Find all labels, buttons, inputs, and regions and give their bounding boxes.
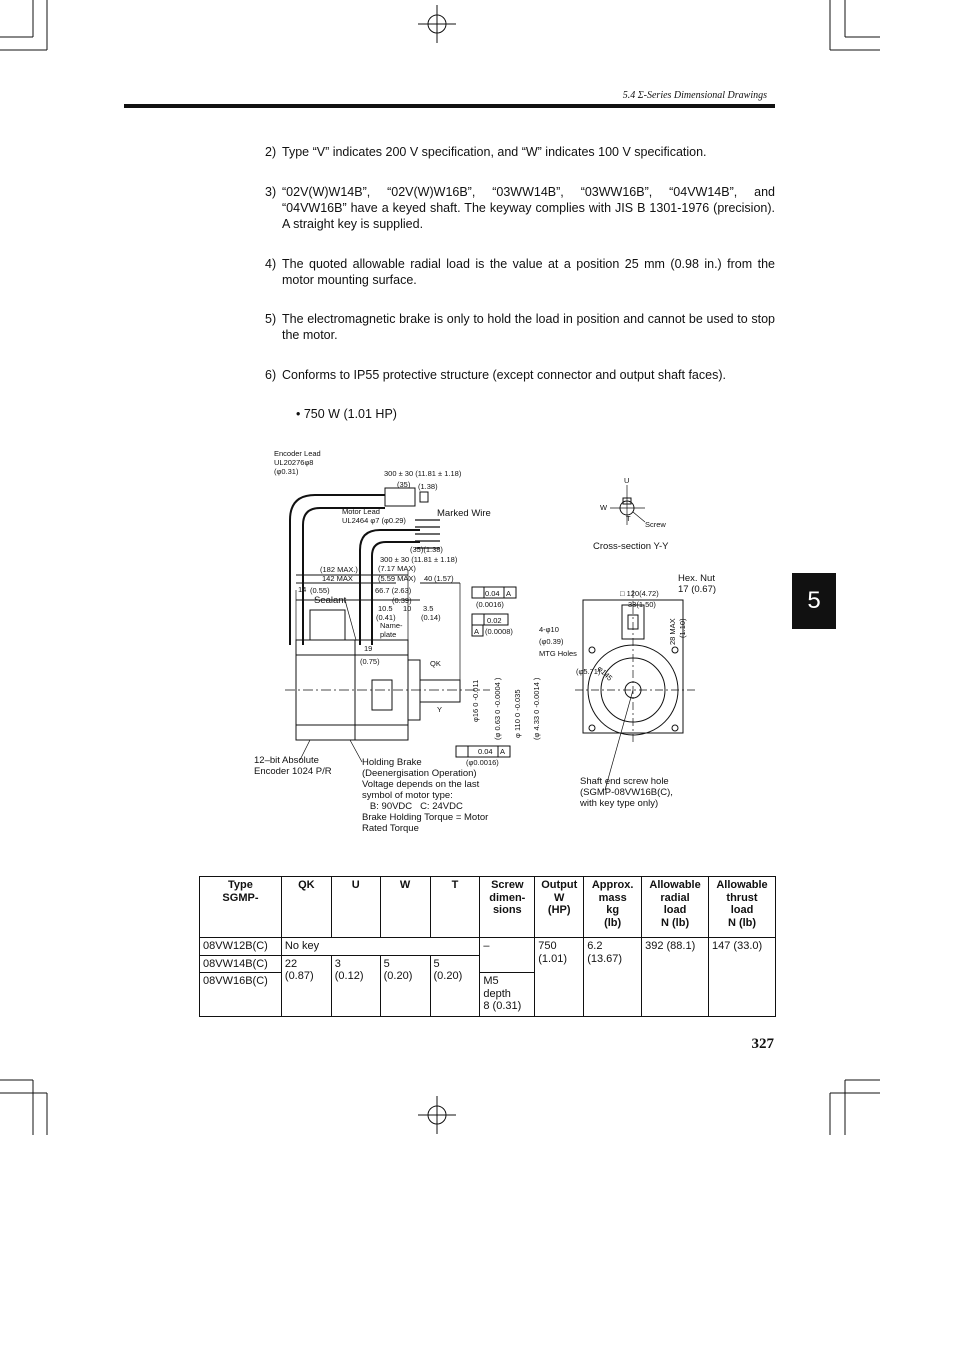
type-cell: 08VW12B(C) — [200, 938, 282, 956]
note-number: 4) — [265, 257, 277, 271]
note-number: 5) — [265, 312, 277, 326]
thrust-load-cell: 147 (33.0) — [709, 938, 776, 1017]
qk-cell: 22 (0.87) — [281, 955, 331, 1017]
page-number: 327 — [751, 1036, 774, 1052]
encoder-label — [254, 755, 332, 777]
label-line: 17 (0.67) — [678, 584, 717, 595]
dim-35b: (35)(1.38) — [410, 545, 443, 554]
motor-lead-label — [342, 507, 406, 525]
flatness-inch: (0.0016) — [476, 600, 504, 609]
header-w: W — [380, 877, 430, 938]
label-line: UL2464 φ7 (φ0.29) — [342, 516, 406, 525]
lead-length-1: 300 ± 30 (11.81 ± 1.18) — [384, 469, 462, 478]
label-line: Voltage depends on the last — [362, 779, 480, 790]
phi110-dim: φ 110 0 -0.035 — [513, 689, 522, 738]
label-line: Rated Torque — [362, 823, 419, 834]
dim-35: (35) — [397, 480, 411, 489]
motor-size-bullet: • 750 W (1.01 HP) — [296, 407, 397, 421]
dim-105: 10.5 — [378, 604, 393, 613]
label-line: Motor Lead — [342, 507, 380, 516]
label-line: UL20276φ8 — [274, 458, 314, 467]
header-radial: Allowable radial load N (lb) — [642, 877, 709, 938]
dim-10: 10 — [403, 604, 412, 613]
note-text: The quoted allowable radial load is the value at a position 25 mm (0.98 in.) from the motor mounting surface. — [282, 257, 775, 287]
table-header-row — [200, 877, 776, 938]
header-type: Type SGMP- — [200, 877, 282, 938]
note-text: Conforms to IP55 protective structure (except connector and output shaft faces). — [282, 368, 726, 382]
label-line: Holding Brake — [362, 757, 422, 768]
dim-145: φ145 — [595, 664, 615, 683]
dim-717: (7.17 MAX) — [378, 564, 416, 573]
radial-load-cell: 392 (88.1) — [642, 938, 709, 1017]
label-line: Shaft end screw hole — [580, 776, 669, 787]
note-number: 6) — [265, 368, 277, 382]
label-line: Encoder 1024 P/R — [254, 766, 332, 777]
header-t: T — [430, 877, 480, 938]
header-qk: QK — [281, 877, 331, 938]
dim-571: (φ5.71) — [576, 667, 601, 676]
w-label: W — [600, 503, 608, 512]
dim-40: 40 — [424, 574, 433, 583]
dim-667: 66.7 (2.63) — [375, 586, 412, 595]
dim-19: 19 — [364, 644, 373, 653]
label-line: B: 90VDC C: 24VDC — [362, 801, 463, 812]
label-line: (SGMP-08VW16B(C), — [580, 787, 673, 798]
square-120-dim: □ 120(4.72) — [620, 589, 659, 598]
label-line: (Deenergisation Operation) — [362, 768, 477, 779]
spec-table — [199, 876, 776, 1017]
dim-142: 142 MAX — [322, 574, 353, 583]
dim-138: (1.38) — [418, 482, 438, 491]
note-number: 2) — [265, 145, 277, 159]
phi16-dim: φ16 0 -0.011 — [471, 679, 480, 722]
dim-157: (1.57) — [434, 574, 454, 583]
label-line: Brake Holding Torque = Motor — [362, 812, 489, 823]
concentricity-value: 0.04 — [478, 747, 493, 756]
dim-28max: 28 MAX — [668, 618, 677, 645]
note-number: 3) — [265, 185, 277, 199]
header-mass: Approx. mass kg (lb) — [584, 877, 642, 938]
header-screw: Screw dimen- sions — [480, 877, 535, 938]
dim-559: (5.59 MAX) — [378, 574, 416, 583]
perp-value: 0.02 — [487, 616, 502, 625]
shaft-end-label — [580, 776, 673, 809]
label-line: symbol of motor type: — [362, 790, 453, 801]
mtg-holes-label — [539, 625, 577, 658]
label-line: 12–bit Absolute — [254, 755, 319, 766]
u-cell: 3 (0.12) — [331, 955, 380, 1017]
flatness-value: 0.04 — [485, 589, 500, 598]
dim-014: (0.14) — [421, 613, 441, 622]
dim-35c: 3.5 — [423, 604, 434, 613]
header-output: Output W (HP) — [535, 877, 584, 938]
dim-039: (0.39) — [392, 596, 412, 605]
label-line: with key type only) — [580, 798, 659, 809]
phi063-dim: (φ 0.63 0 -0.0004 ) — [493, 677, 502, 740]
encoder-lead-label — [274, 449, 321, 476]
cross-section-label: Cross-section Y-Y — [593, 541, 669, 552]
mass-cell: 6.2 (13.67) — [584, 938, 642, 1017]
perp-inch: (0.0008) — [485, 627, 513, 636]
note-text: Type “V” indicates 200 V specification, and “W” indicates 100 V specification. — [282, 145, 707, 159]
screw-label: Screw — [645, 520, 666, 529]
section-title: 5.4 Σ-Series Dimensional Drawings — [622, 90, 767, 101]
label-line: Hex. Nut — [678, 573, 715, 584]
hex-nut-label — [678, 573, 716, 595]
header-thrust: Allowable thrust load N (lb) — [709, 877, 776, 938]
type-cell: 08VW14B(C) — [200, 955, 282, 973]
concentricity-datum: A — [500, 747, 506, 756]
label-line: Name- — [380, 621, 403, 630]
header-u: U — [331, 877, 380, 938]
dim-055: (0.55) — [310, 586, 330, 595]
t-label: T — [626, 514, 631, 523]
note-text: “02V(W)W14B”, “02V(W)W16B”, “03WW14B”, “03WW16B”, “04VW14B”, and “04VW16B” have a keyed shaft. The keyway complies with JIS B 1301-1976 (precision). A straight key is supplied. — [282, 185, 775, 231]
concentricity-inch: (φ0.0016) — [466, 758, 499, 767]
section-tab: 5 — [792, 573, 836, 629]
dim-182: (182 MAX.) — [320, 565, 358, 574]
screw-cell: M5 depth 8 (0.31) — [480, 973, 535, 1017]
flatness-datum: A — [506, 589, 512, 598]
dim-075: (0.75) — [360, 657, 380, 666]
qk-cell: No key — [281, 938, 479, 956]
perp-datum: A — [474, 627, 480, 636]
note-text: The electromagnetic brake is only to hold the load in position and cannot be used to stop the motor. — [282, 312, 775, 342]
label-line: plate — [380, 630, 397, 639]
label-line: Encoder Lead — [274, 449, 321, 458]
screw-cell: – — [480, 938, 535, 973]
qk-label: QK — [430, 659, 441, 668]
dim-041: (0.41) — [376, 613, 396, 622]
label-line: (φ0.31) — [274, 467, 299, 476]
dim-110: (1.10) — [678, 618, 687, 638]
u-label: U — [624, 476, 630, 485]
label-line: (φ0.39) — [539, 637, 564, 646]
w-cell: 5 (0.20) — [380, 955, 430, 1017]
label-line: 4-φ10 — [539, 625, 559, 634]
nameplate-label — [380, 621, 403, 639]
table-row — [200, 938, 776, 956]
dim-14: 14 — [298, 585, 307, 594]
output-cell: 750 (1.01) — [535, 938, 584, 1017]
dim-38: 38(1.50) — [628, 600, 656, 609]
phi433-dim: (φ 4.33 0 -0.0014 ) — [532, 677, 541, 740]
label-line: MTG Holes — [539, 649, 577, 658]
y-label: Y — [437, 705, 443, 714]
t-cell: 5 (0.20) — [430, 955, 480, 1017]
type-cell: 08VW16B(C) — [200, 973, 282, 1017]
holding-brake-label — [362, 757, 488, 834]
sealant-label: Sealant — [314, 595, 347, 606]
lead-length-2: 300 ± 30 (11.81 ± 1.18) — [380, 555, 458, 564]
marked-wire-label: Marked Wire — [437, 508, 491, 519]
